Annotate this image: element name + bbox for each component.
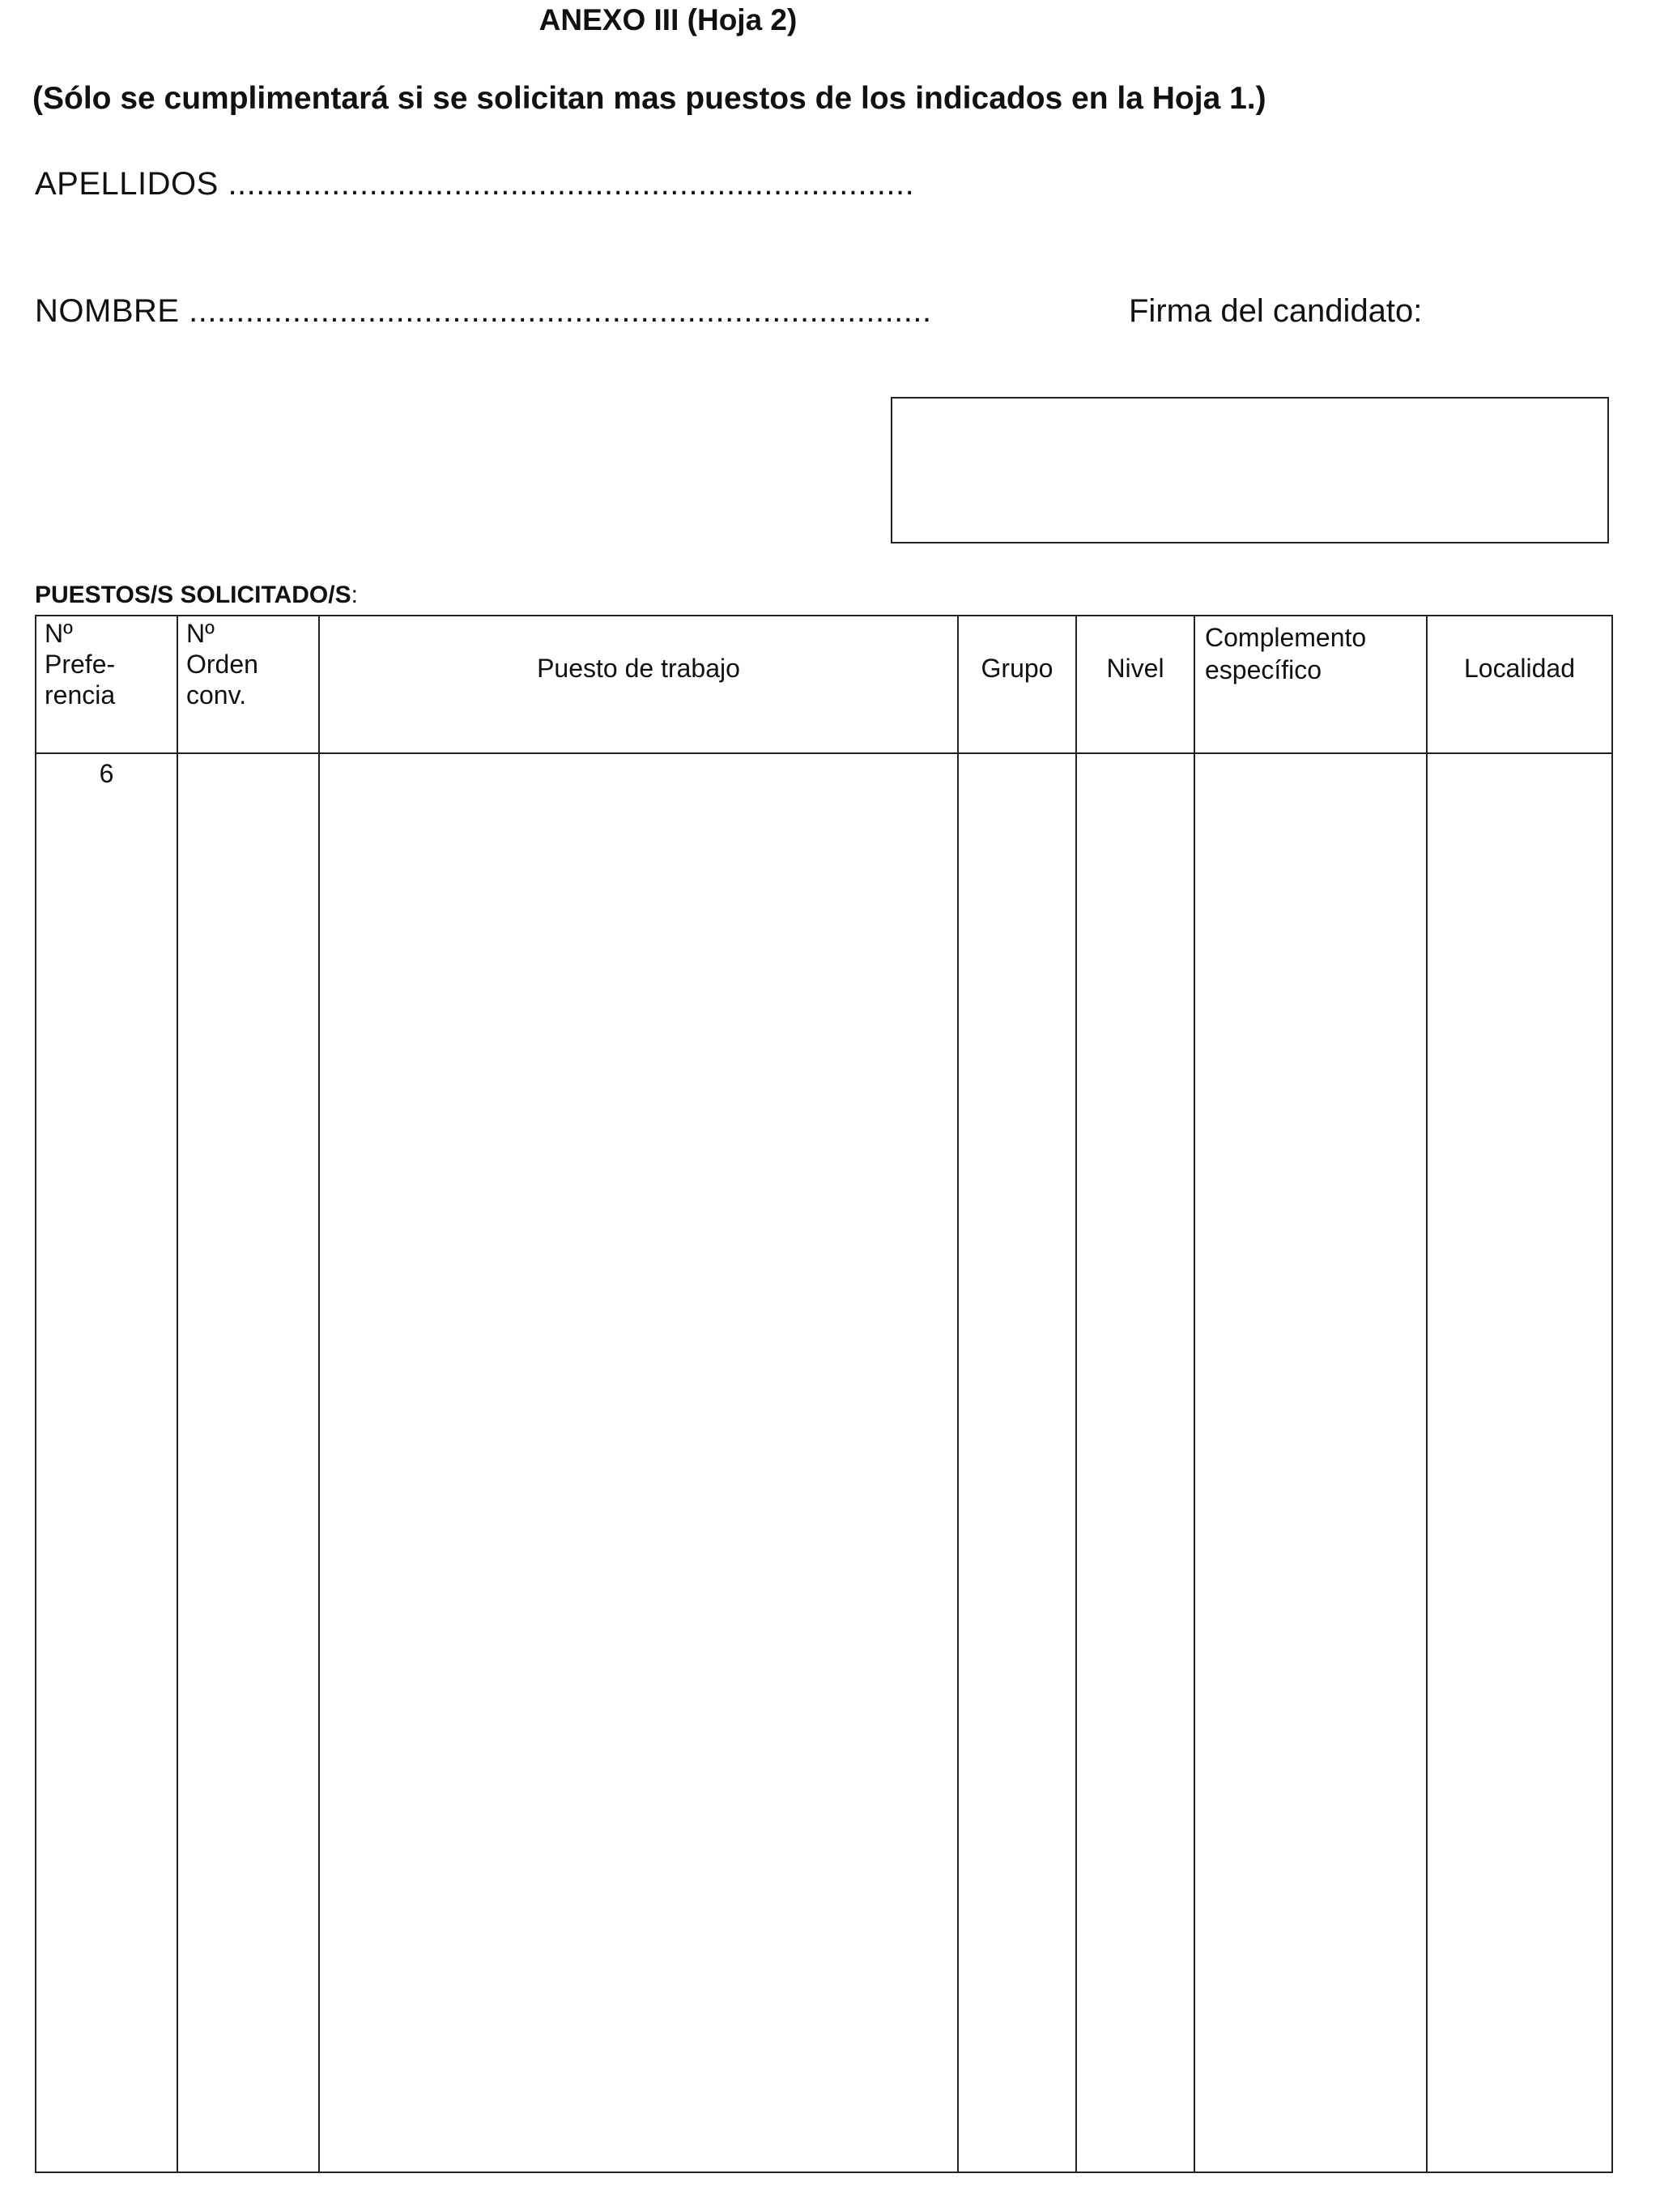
col-header-orden-line: conv. <box>186 680 247 710</box>
col-header-nivel: Nivel <box>1076 616 1194 753</box>
cell-grupo[interactable] <box>958 753 1076 2172</box>
col-header-preferencia-line: Nº <box>45 619 73 648</box>
col-header-complemento-line: específico <box>1205 655 1322 684</box>
col-header-complemento-line: Complemento <box>1205 623 1367 652</box>
section-label-text: PUESTOS/S SOLICITADO/S <box>35 582 351 608</box>
col-header-complemento <box>1194 616 1427 753</box>
col-header-preferencia-line: rencia <box>45 680 116 710</box>
cell-orden[interactable] <box>177 753 319 2172</box>
col-header-orden-line: Orden <box>186 650 258 679</box>
document-title: ANEXO III (Hoja 2) <box>538 3 798 36</box>
signature-box[interactable] <box>891 397 1609 543</box>
col-header-grupo: Grupo <box>958 616 1076 753</box>
document-subtitle: (Sólo se cumplimentará si se solicitan mas puestos de los indicados en la Hoja 1.) <box>32 81 1266 116</box>
section-label-colon: : <box>351 582 358 608</box>
section-label <box>35 582 358 609</box>
col-header-puesto: Puesto de trabajo <box>319 616 958 753</box>
col-header-preferencia-line: Prefe- <box>45 650 116 679</box>
table-row <box>36 753 1612 2172</box>
cell-complemento[interactable] <box>1194 753 1427 2172</box>
col-header-preferencia <box>36 616 177 753</box>
cell-preferencia[interactable]: 6 <box>36 753 177 2172</box>
cell-puesto[interactable] <box>319 753 958 2172</box>
col-header-orden <box>177 616 319 753</box>
positions-table <box>35 615 1613 2173</box>
cell-localidad[interactable] <box>1427 753 1612 2172</box>
nombre-field[interactable]: NOMBRE ............................................................................... <box>35 293 932 329</box>
col-header-orden-line: Nº <box>186 619 215 648</box>
col-header-localidad: Localidad <box>1427 616 1612 753</box>
apellidos-field[interactable]: APELLIDOS ......................................................................... <box>35 166 915 202</box>
signature-label: Firma del candidato: <box>1129 293 1423 329</box>
cell-nivel[interactable] <box>1076 753 1194 2172</box>
table-header-row <box>36 616 1612 753</box>
